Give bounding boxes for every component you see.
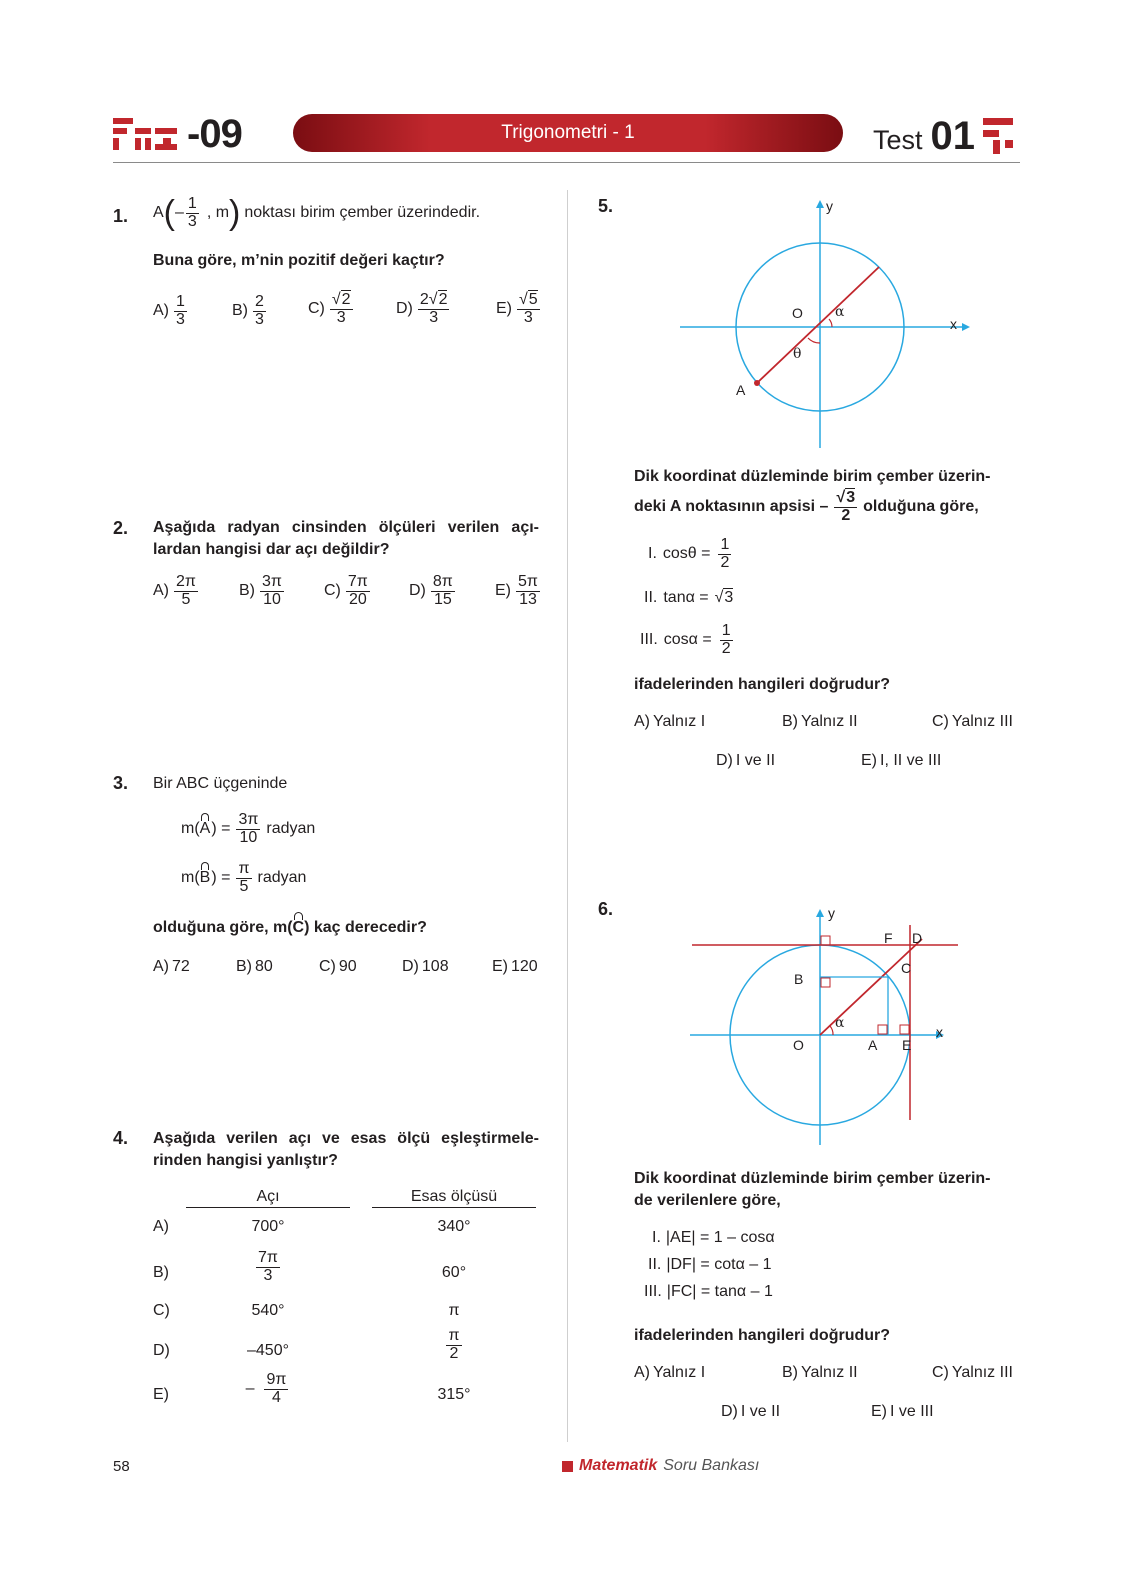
q6-statement-1 [652, 1229, 775, 1247]
option-label: D) [153, 1342, 170, 1359]
minus-sign: – [175, 204, 184, 222]
radicand: 3 [724, 589, 734, 606]
frac-den: 5 [181, 590, 191, 608]
point-x-fraction [186, 196, 199, 231]
option-fraction [174, 574, 198, 609]
close-paren: ) [229, 194, 241, 233]
frac-den: 2 [721, 639, 731, 657]
radicand: 2 [341, 291, 351, 308]
option-label: D) [396, 300, 413, 318]
statement-root [715, 589, 734, 607]
frac-den: 3 [187, 212, 197, 230]
test-label: Test [873, 125, 923, 155]
option-value: Yalnız II [801, 1364, 858, 1381]
q4-option-c[interactable] [153, 1302, 539, 1326]
frac-den: 3 [429, 308, 439, 326]
angle-value: –450° [247, 1342, 289, 1359]
question-1-stem [153, 196, 480, 231]
question-2-line-2: lardan hangisi dar açı değildir? [153, 541, 390, 558]
x-axis-arrow-icon [962, 323, 970, 331]
question-2-number: 2. [113, 518, 129, 538]
option-label: A) [153, 302, 169, 320]
option-label: E) [871, 1403, 887, 1420]
question-1-number: 1. [113, 206, 129, 226]
roman-numeral: II. [644, 589, 658, 606]
q2-option-c[interactable] [324, 574, 372, 609]
frac-num: 7π [347, 573, 368, 590]
option-value: I ve II [735, 752, 776, 769]
frac-den: 20 [348, 590, 367, 608]
option-value: Yalnız II [801, 713, 858, 730]
frac-den: 2 [449, 1344, 459, 1362]
option-value: Yalnız I [653, 1364, 706, 1381]
open-paren: ( [163, 194, 175, 233]
header-logo [113, 112, 242, 156]
y-axis-arrow-icon [816, 909, 824, 917]
column-divider [567, 190, 568, 1442]
stem-prefix: deki A noktasının apsisi – [634, 498, 829, 516]
q6-statement-2 [648, 1256, 772, 1274]
option-label: B) [782, 713, 798, 730]
frac-den: 10 [263, 590, 281, 608]
right-angle-marker-b [821, 978, 830, 987]
principal-value: π [448, 1302, 460, 1319]
option-value: 72 [172, 958, 190, 975]
question-3-prompt [153, 919, 427, 937]
option-label: E) [496, 300, 512, 318]
alpha-arc [830, 1026, 833, 1035]
frac-num: π [238, 860, 250, 877]
frac-num: 8π [432, 573, 453, 590]
option-label: A) [153, 958, 169, 975]
option-value: 120 [511, 958, 538, 975]
option-label: B) [239, 582, 255, 600]
frac-den: 3 [176, 310, 185, 328]
question-5-stem-line-1: Dik koordinat düzleminde birim çember üzerin- [634, 468, 991, 485]
footer-brand [562, 1457, 759, 1475]
angle-value: 540° [251, 1302, 285, 1319]
q4-option-a[interactable] [153, 1218, 539, 1242]
angle-a-letter: A [199, 820, 211, 838]
q5-option-e[interactable] [861, 752, 941, 770]
question-3-number: 3. [113, 773, 129, 793]
option-fraction [516, 574, 540, 609]
frac-num: 1 [721, 622, 731, 639]
option-label: E) [153, 1386, 169, 1403]
q5-option-a[interactable] [634, 713, 705, 731]
label-o: O [792, 305, 803, 321]
option-value: I ve III [890, 1403, 934, 1420]
option-label: E) [495, 582, 511, 600]
option-label: C) [308, 300, 325, 318]
roman-numeral: I. [648, 545, 657, 563]
question-4-number: 4. [113, 1128, 129, 1148]
label-alpha: α [835, 304, 845, 320]
faz-logo-icon [113, 114, 183, 154]
q1-option-a[interactable] [153, 294, 189, 329]
option-value: I ve II [740, 1403, 781, 1420]
point-a-dot [754, 380, 760, 386]
q1-option-c[interactable] [308, 292, 355, 327]
theta-arc [808, 338, 820, 343]
q5-statement-1 [648, 537, 733, 572]
question-1-prompt: Buna göre, m’nin pozitif değeri kaçtır? [153, 252, 445, 269]
question-4-line-1: Aşağıda verilen açı ve esas ölçü eşleştirmele- [153, 1130, 539, 1147]
sqrt-icon: √ [331, 291, 341, 308]
option-value: 108 [421, 958, 449, 975]
option-label: C) [319, 958, 336, 975]
radicand: 5 [528, 291, 538, 308]
q5-unit-circle-figure [680, 195, 980, 455]
q3-option-c[interactable] [319, 958, 357, 976]
unit-label: radyan [257, 869, 307, 887]
frac-num: 3π [262, 573, 282, 590]
sqrt-icon: √ [714, 589, 724, 606]
point-a-label: A [153, 204, 164, 222]
frac-num: 2 [255, 293, 264, 310]
frac-num: 7π [258, 1249, 278, 1266]
prompt-prefix: olduğuna göre, m( [153, 919, 293, 936]
option-fraction [260, 574, 284, 609]
minus-sign: – [245, 1380, 255, 1398]
q6-option-a[interactable] [634, 1364, 705, 1382]
label-e: E [902, 1037, 912, 1053]
label-y: y [826, 198, 833, 214]
option-value: Yalnız I [653, 713, 706, 730]
label-alpha: α [835, 1015, 845, 1031]
option-label: C) [153, 1302, 170, 1319]
frac-den: 5 [239, 877, 249, 895]
m-label: m( [181, 820, 200, 838]
q6-unit-circle-figure [690, 905, 970, 1155]
angle-b-expression [181, 861, 306, 896]
q6-option-d[interactable] [721, 1403, 780, 1421]
q3-option-e[interactable] [492, 958, 538, 976]
frac-num [418, 292, 450, 310]
frac-num: 3π [238, 811, 259, 828]
q4-option-e[interactable] [153, 1372, 539, 1422]
question-6-stem-line-1: Dik koordinat düzleminde birim çember üzerin- [634, 1170, 991, 1187]
q2-option-e[interactable] [495, 574, 542, 609]
frac-den: 3 [336, 308, 346, 326]
question-5-stem-line-2 [634, 490, 979, 525]
q6-option-b[interactable] [782, 1364, 858, 1382]
option-fraction [346, 574, 370, 609]
roman-numeral: III. [644, 1283, 662, 1300]
option-fraction [517, 292, 540, 327]
statement-text: |DF| = cotα – 1 [666, 1256, 772, 1273]
q5-statement-3 [640, 623, 735, 658]
header-rule [113, 162, 1020, 163]
frac-den: 13 [519, 590, 537, 608]
label-f: F [884, 930, 893, 946]
frac-den: 15 [433, 590, 452, 608]
brand-square-icon [562, 1461, 573, 1472]
frac-den: 2 [720, 553, 730, 571]
option-label: A) [153, 582, 169, 600]
frac-num [834, 490, 857, 508]
option-label: C) [932, 713, 949, 730]
alpha-arc [829, 319, 832, 327]
angle-value: 700° [251, 1218, 285, 1235]
principal-value [372, 1328, 536, 1363]
q3-option-d[interactable] [402, 958, 449, 976]
angle-fraction [264, 1372, 288, 1407]
option-label: D) [721, 1403, 738, 1420]
equals-label: ) = [211, 869, 231, 887]
question-5-number: 5. [598, 196, 614, 216]
frac-num: 5π [518, 573, 538, 590]
principal-value: 315° [437, 1386, 471, 1403]
frac-den: 3 [263, 1266, 273, 1284]
question-2-line-1: Aşağıda radyan cinsinden ölçüleri verilen açı- [153, 519, 539, 536]
q1-option-d[interactable] [396, 292, 451, 327]
frac-num: 1 [187, 195, 197, 212]
right-angle-marker-a [878, 1025, 887, 1034]
diameter-line [757, 267, 879, 383]
option-label: A) [634, 1364, 650, 1381]
frac-den: 4 [272, 1388, 281, 1406]
label-theta: θ [793, 346, 802, 362]
right-angle-marker-e [900, 1025, 909, 1034]
series-label: -09 [187, 111, 242, 156]
statement-text: tanα = [663, 589, 709, 606]
option-label: D) [402, 958, 419, 975]
frac-den: 3 [255, 310, 264, 328]
principal-fraction [446, 1328, 461, 1363]
question-6-prompt: ifadelerinden hangileri doğrudur? [634, 1327, 891, 1344]
frac-num: π [448, 1327, 460, 1344]
label-y: y [828, 905, 835, 921]
stem-suffix: olduğuna göre, [863, 498, 979, 516]
label-a: A [868, 1037, 878, 1053]
angle-value [186, 1250, 350, 1285]
statement-fraction [718, 537, 731, 572]
prompt-suffix: ) kaç derecedir? [304, 919, 427, 936]
statement-text: |FC| = tanα – 1 [666, 1283, 773, 1300]
option-value: Yalnız III [951, 713, 1013, 730]
option-fraction [418, 292, 450, 327]
q4-option-b[interactable] [153, 1250, 539, 1300]
frac-num [330, 292, 353, 310]
y-axis-arrow-icon [816, 200, 824, 208]
roman-numeral: I. [652, 1229, 661, 1246]
abscissa-fraction [834, 490, 857, 525]
q1-option-b[interactable] [232, 294, 268, 329]
point-y-label: , m [206, 204, 230, 222]
option-fraction [253, 294, 266, 329]
page-number: 58 [113, 1458, 130, 1475]
option-label: C) [324, 582, 341, 600]
question-5-prompt: ifadelerinden hangileri doğrudur? [634, 676, 891, 693]
coefficient: 2 [419, 291, 429, 308]
radicand: 2 [438, 291, 448, 308]
label-x: x [950, 316, 957, 332]
statement-fraction [720, 623, 733, 658]
col-header-principal: Esas ölçüsü [372, 1188, 536, 1208]
option-fraction [174, 294, 187, 329]
q6-statement-3 [644, 1283, 773, 1301]
option-label: B) [782, 1364, 798, 1381]
q4-option-d[interactable] [153, 1328, 539, 1378]
option-value: 80 [255, 958, 273, 975]
option-value: I, II ve III [880, 752, 942, 769]
question-4-line-2: rinden hangisi yanlıştır? [153, 1152, 338, 1169]
statement-text: |AE| = 1 – cosα [665, 1229, 775, 1246]
frac-den: 3 [523, 308, 533, 326]
angle-value [186, 1372, 350, 1407]
q5-option-b[interactable] [782, 713, 858, 731]
option-fraction [431, 574, 455, 609]
page-title: Trigonometri - 1 [501, 122, 635, 143]
angle-b-fraction [236, 861, 251, 896]
q5-option-c[interactable] [932, 713, 1013, 731]
q6-option-e[interactable] [871, 1403, 934, 1421]
q5-statement-2 [644, 589, 733, 607]
option-value: 90 [338, 958, 357, 975]
option-label: D) [716, 752, 733, 769]
option-label: D) [409, 582, 426, 600]
option-value: Yalnız III [951, 1364, 1013, 1381]
q2-option-b[interactable] [239, 574, 286, 609]
test-badge [873, 112, 1013, 156]
option-label: E) [861, 752, 877, 769]
roman-numeral: II. [648, 1256, 662, 1273]
option-label: A) [634, 713, 650, 730]
question-6-number: 6. [598, 899, 614, 919]
q1-option-e[interactable] [496, 292, 542, 327]
label-a: A [736, 382, 746, 398]
label-b: B [794, 971, 804, 987]
q2-option-a[interactable] [153, 574, 200, 609]
test-logo-icon [983, 116, 1013, 156]
roman-numeral: III. [640, 631, 658, 649]
angle-a-expression [181, 812, 315, 847]
unit-label: radyan [266, 820, 316, 838]
option-label: A) [153, 1218, 169, 1235]
stem-text: noktası birim çember üzerindedir. [244, 204, 481, 222]
label-x: x [936, 1024, 943, 1040]
test-number: 01 [930, 114, 976, 158]
label-o: O [793, 1037, 804, 1053]
sqrt-icon: √ [519, 291, 528, 308]
q2-option-d[interactable] [409, 574, 457, 609]
question-3-stem: Bir ABC üçgeninde [153, 775, 288, 792]
header-title-band [293, 114, 843, 152]
angle-b-letter: B [199, 869, 211, 887]
option-label: B) [232, 302, 248, 320]
label-c: C [901, 960, 912, 976]
statement-text: cosθ = [662, 545, 711, 563]
q3-option-a[interactable] [153, 958, 190, 976]
option-label: C) [932, 1364, 949, 1381]
frac-num: 1 [176, 293, 185, 310]
q3-option-b[interactable] [236, 958, 273, 976]
sqrt-icon: √ [428, 291, 438, 308]
q5-option-d[interactable] [716, 752, 775, 770]
sqrt-icon: √ [836, 489, 846, 506]
q6-option-c[interactable] [932, 1364, 1013, 1382]
option-fraction [330, 292, 353, 327]
angle-fraction [256, 1250, 280, 1285]
angle-c-letter: C [292, 919, 305, 936]
frac-den: 10 [239, 828, 258, 846]
statement-text: cosα = [663, 631, 712, 649]
frac-num: 9π [266, 1371, 287, 1388]
question-6-stem-line-2: de verilenlere göre, [634, 1192, 781, 1209]
m-label: m( [181, 869, 200, 887]
frac-num: 1 [720, 536, 730, 553]
frac-num: 2π [176, 573, 196, 590]
brand-bold: Matematik [579, 1457, 658, 1474]
right-angle-marker-top [821, 936, 830, 945]
brand-rest: Soru Bankası [663, 1457, 760, 1474]
frac-num [517, 292, 540, 310]
angle-a-fraction [236, 812, 260, 847]
option-label: B) [236, 958, 252, 975]
option-label: B) [153, 1264, 169, 1281]
frac-den: 2 [841, 506, 851, 524]
equals-label: ) = [211, 820, 231, 838]
radicand: 3 [846, 489, 856, 506]
principal-value: 340° [437, 1218, 471, 1235]
principal-value: 60° [441, 1264, 467, 1281]
col-header-angle: Açı [186, 1188, 350, 1208]
option-label: E) [492, 958, 508, 975]
label-d: D [912, 930, 923, 946]
